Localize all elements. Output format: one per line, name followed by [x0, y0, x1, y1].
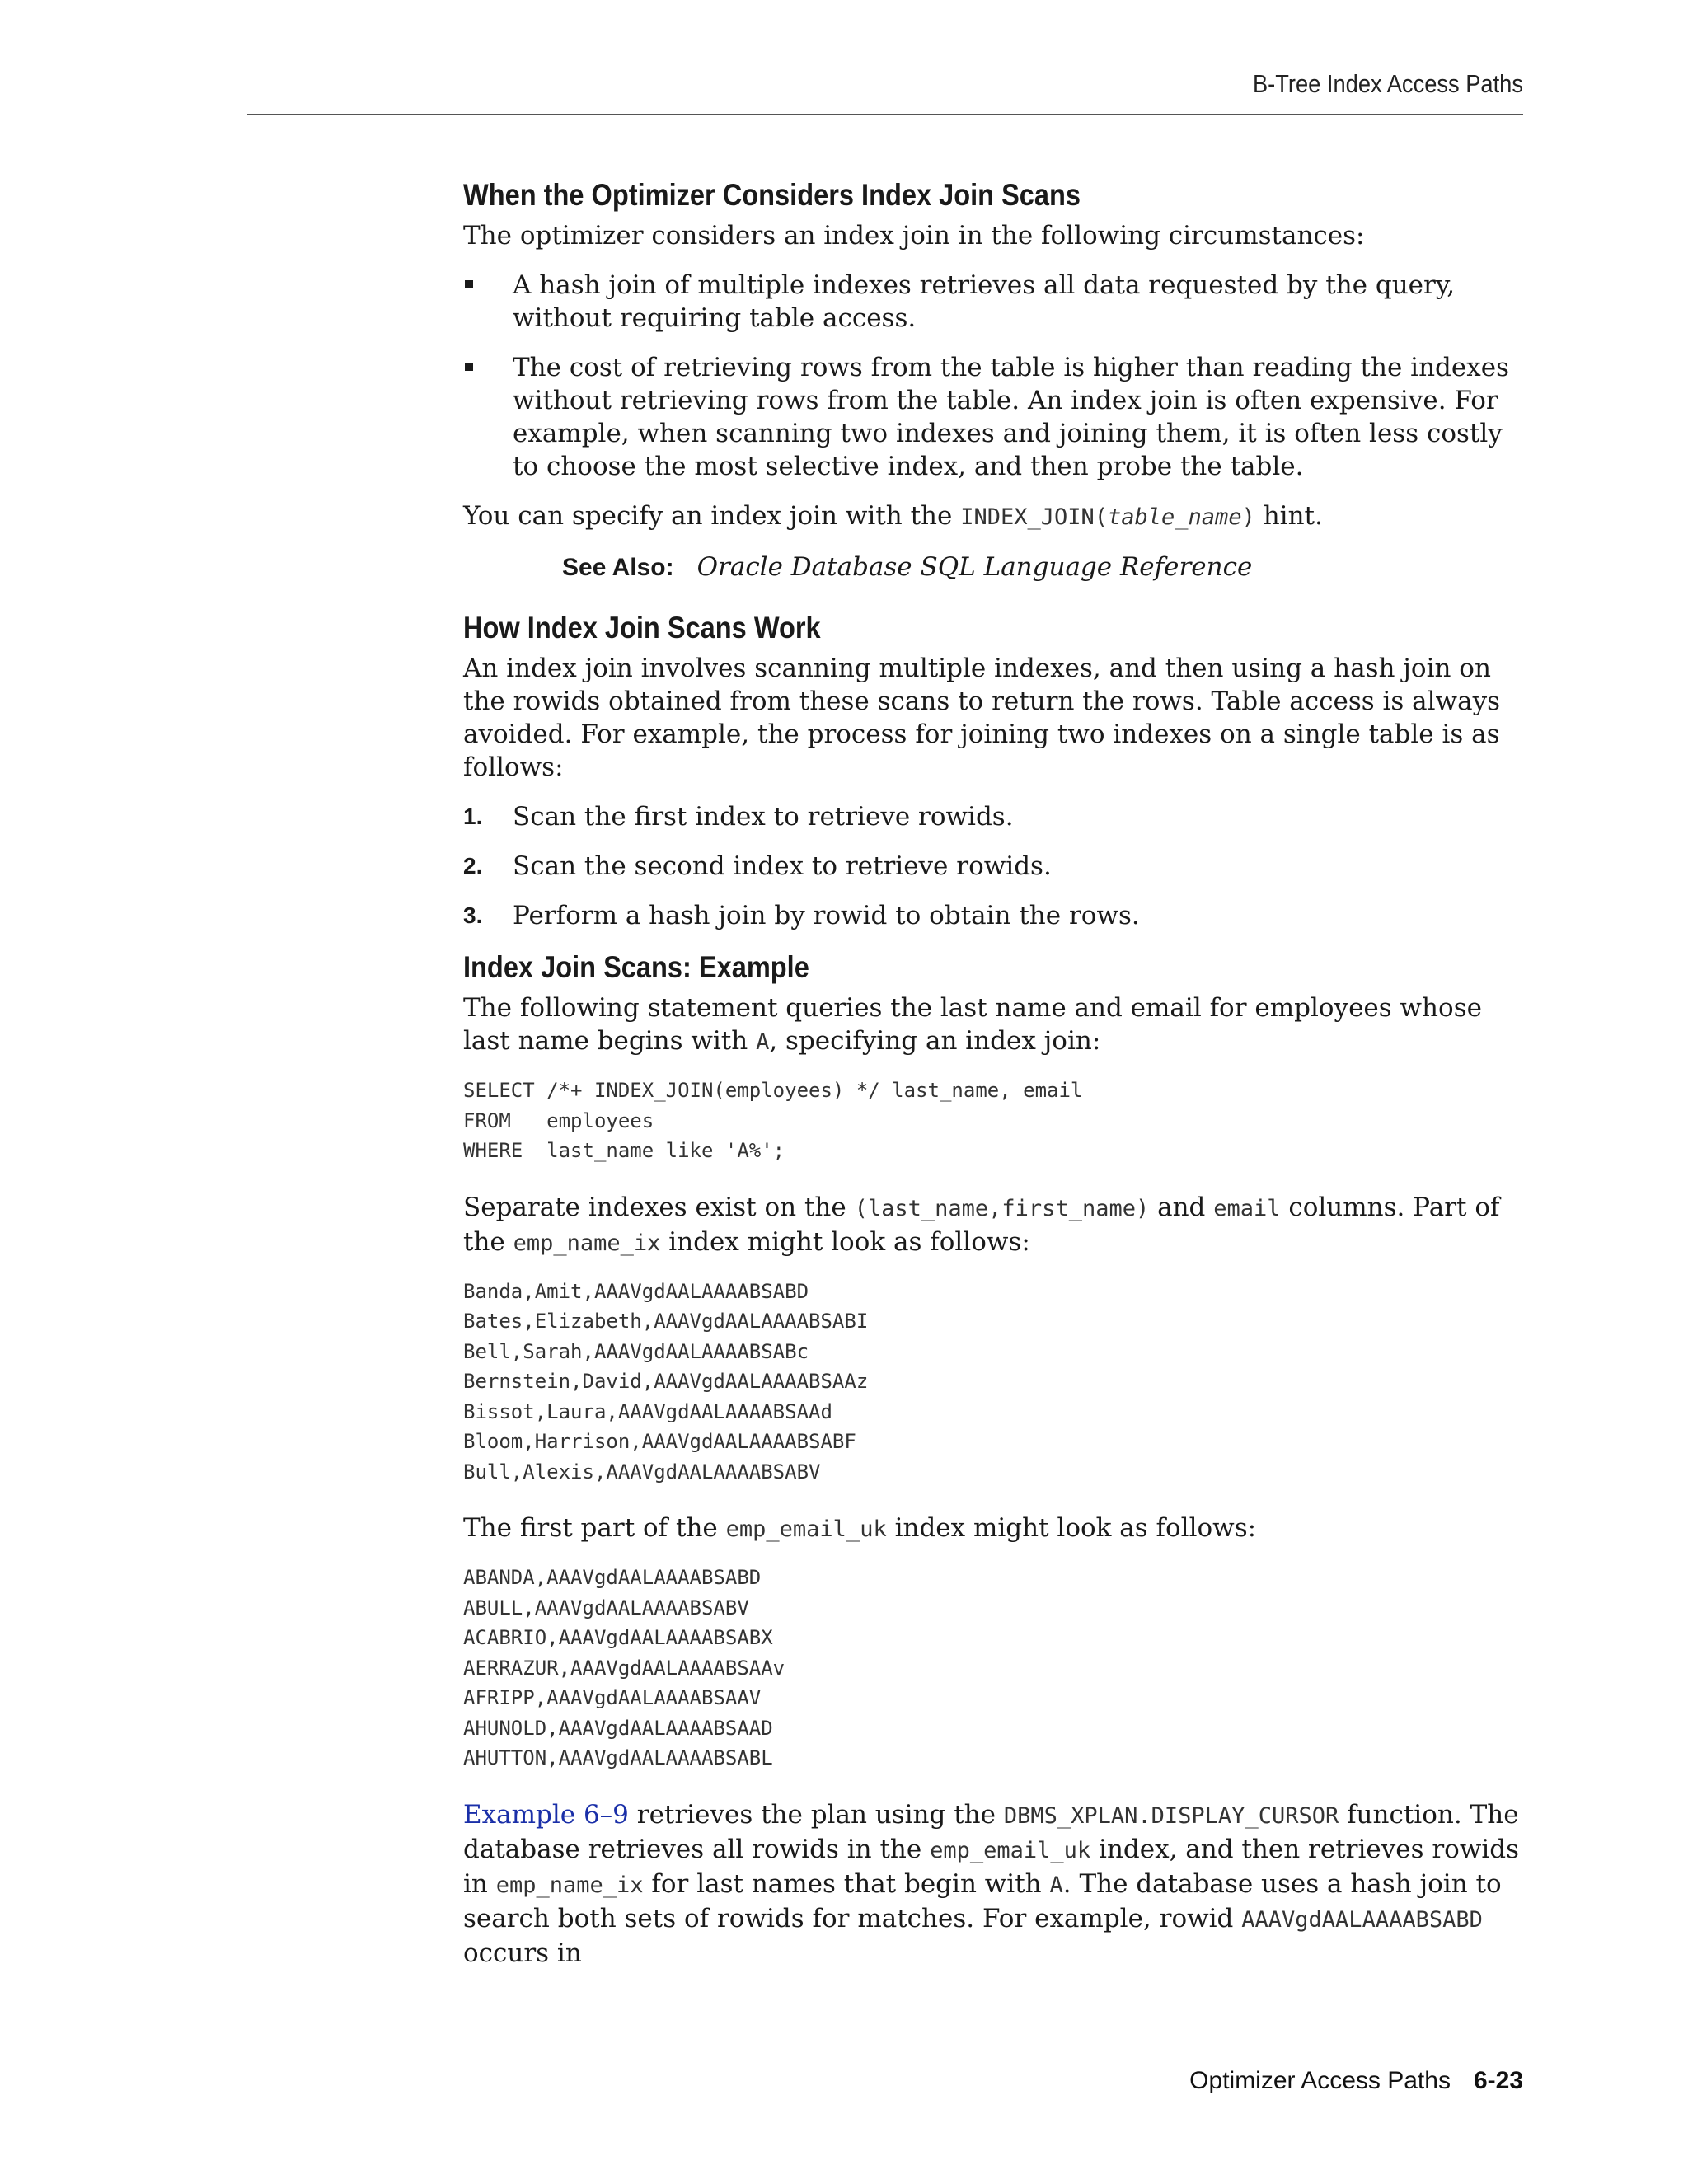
section2-intro: An index join involves scanning multiple indexes, and then using a hash join on the rowids obtained from these scans to return the rows. Table access is always avoided. For example, the process for joining two indexes on a single table is as follows:: [463, 654, 1500, 782]
see-also-reference: Oracle Database SQL Language Reference: [696, 552, 1253, 582]
plan-paragraph: Example 6–9 retrieves the plan using the DBMS_XPLAN.DISPLAY_CURSOR function. The database retrieves all rowids in the emp_email_uk index, and then retrieves rowids in emp_name_ix for last names that begin with A. The database uses a hash join to search both sets of rowids for matches. For example, rowid AAAVgdAALAAAABSABD occurs in: [463, 1799, 1520, 1968]
circumstances-list: [463, 269, 1526, 483]
see-also-label: See Also:: [562, 554, 674, 581]
section3-intro: The following statement queries the last name and email for employees whose last name begins with A, specifying an index join:: [463, 993, 1482, 1056]
list-item: 2. Scan the second index to retrieve rowids.: [463, 851, 1052, 881]
indexes-paragraph: Separate indexes exist on the (last_name,first_name) and email columns. Part of the emp_name_ix index might look as follows:: [463, 1192, 1500, 1257]
list-item: 3. Perform a hash join by rowid to obtain the rows.: [463, 901, 1140, 930]
example-link[interactable]: Example 6–9: [463, 1799, 629, 1830]
list-item: A hash join of multiple indexes retrieves all data requested by the query, without requiring table access.: [463, 269, 1526, 335]
bullet-icon: [465, 363, 473, 371]
page-footer: [1189, 2067, 1523, 2095]
email-index-listing: ABANDA,AAAVgdAALAAAABSABD ABULL,AAAVgdAALAAAABSABV ACABRIO,AAAVgdAALAAAABSABX AERRAZUR,AAAVgdAALAAAABSAAv AFRIPP,AAAVgdAALAAAABSAAV AHUNOLD,AAAVgdAALAAAABSAAD AHUTTON,AAAVgdAALAAAABSABL: [463, 1566, 785, 1769]
heading-how-index-join-works: How Index Join Scans Work: [463, 611, 821, 644]
page-number: 6-23: [1473, 2067, 1523, 2094]
heading-index-join-example: Index Join Scans: Example: [463, 950, 809, 984]
footer-section-title: Optimizer Access Paths: [1189, 2067, 1451, 2094]
heading-when-optimizer-considers: When the Optimizer Considers Index Join Scans: [463, 178, 1081, 212]
page-content: [463, 165, 1526, 1986]
email-index-paragraph: The first part of the emp_email_uk index might look as follows:: [463, 1513, 1257, 1543]
name-index-listing: Banda,Amit,AAAVgdAALAAAABSABD Bates,Elizabeth,AAAVgdAALAAAABSABI Bell,Sarah,AAAVgdAALAAAABSABc Bernstein,David,AAAVgdAALAAAABSAAz Bissot,Laura,AAAVgdAALAAAABSAAd Bloom,Harrison,AAAVgdAALAAAABSABF Bull,Alexis,AAAVgdAALAAAABSABV: [463, 1279, 869, 1483]
hint-paragraph: You can specify an index join with the INDEX_JOIN(table_name) hint.: [463, 501, 1323, 531]
running-header: B-Tree Index Access Paths: [1252, 69, 1523, 98]
list-item: 1. Scan the first index to retrieve rowids.: [463, 802, 1014, 832]
section1-intro: The optimizer considers an index join in the following circumstances:: [463, 221, 1365, 251]
steps-list: [463, 800, 1526, 932]
bullet-icon: [465, 280, 473, 288]
header-rule: [247, 114, 1523, 115]
list-item: The cost of retrieving rows from the table is higher than reading the indexes without retrieving rows from the table. An index join is often expensive. For example, when scanning two indexes and joining them, it is often less costly to choose the most selective index, and then probe the table.: [463, 351, 1526, 483]
see-also-note: [562, 551, 1526, 584]
sql-code-block: SELECT /*+ INDEX_JOIN(employees) */ last_name, email FROM employees WHERE last_name like 'A%';: [463, 1079, 1083, 1162]
